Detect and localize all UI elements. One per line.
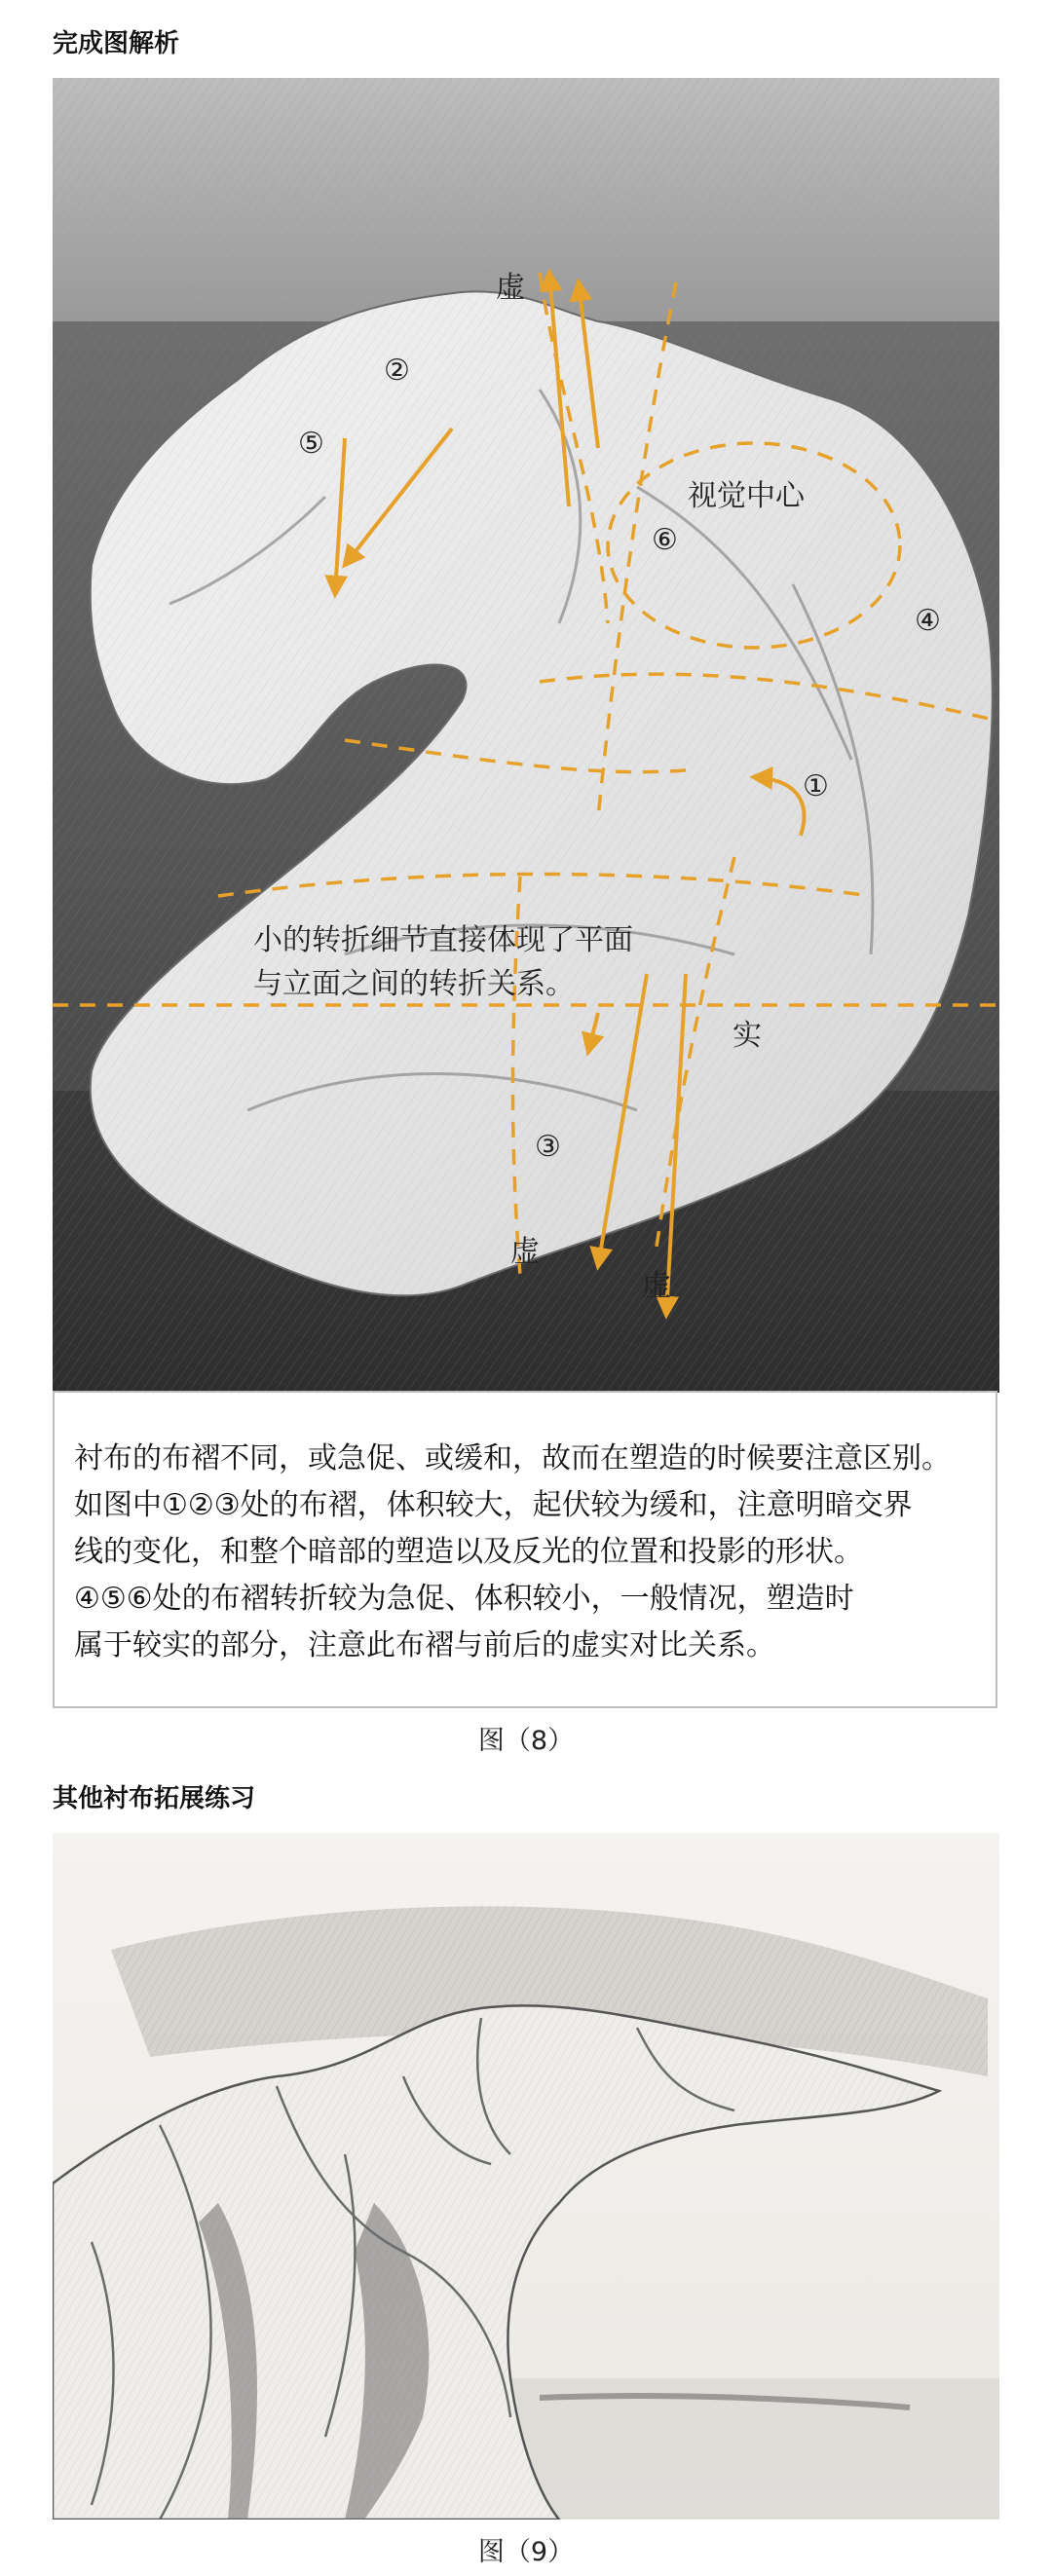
annotation-note-line1: 小的转折细节直接体现了平面: [253, 923, 633, 957]
figure-8-drawing: [53, 78, 999, 1393]
label-visual-center: 视觉中心: [688, 479, 805, 513]
section-title: 完成图解析: [53, 29, 180, 58]
figure-9-drawing: [53, 1833, 999, 2520]
description-line: 属于较实的部分，注意此布褶与前后的虚实对比关系。: [74, 1628, 775, 1662]
label-circled-3: ③: [535, 1130, 561, 1164]
section-title-2: 其他衬布拓展练习: [53, 1784, 256, 1813]
label-virtual-bottom-right: 虚: [642, 1269, 671, 1303]
annotation-note-line2: 与立面之间的转折关系。: [253, 967, 575, 1001]
figure-8-caption: 图（8）: [477, 1726, 575, 1756]
label-circled-2: ②: [384, 354, 410, 388]
description-line: 线的变化，和整个暗部的塑造以及反光的位置和投影的形状。: [74, 1535, 863, 1569]
figure-9-caption: 图（9）: [477, 2537, 575, 2567]
label-circled-6: ⑥: [652, 523, 678, 557]
description-line: 衬布的布褶不同，或急促、或缓和，故而在塑造的时候要注意区别。: [74, 1441, 951, 1475]
label-circled-5: ⑤: [298, 427, 324, 461]
label-circled-4: ④: [915, 604, 941, 638]
figure-8-description-box: [53, 1391, 997, 1708]
label-circled-1: ①: [803, 769, 829, 803]
label-virtual-bottom-left: 虚: [510, 1235, 540, 1269]
label-solid: 实: [733, 1019, 762, 1053]
label-virtual-top: 虚: [496, 271, 525, 305]
description-line: 如图中①②③处的布褶，体积较大，起伏较为缓和，注意明暗交界: [74, 1488, 913, 1522]
cloth-sketch-illustration-2: [53, 1833, 999, 2520]
description-line: ④⑤⑥处的布褶转折较为急促、体积较小，一般情况，塑造时: [74, 1582, 854, 1616]
cloth-sketch-illustration: [53, 78, 999, 1393]
